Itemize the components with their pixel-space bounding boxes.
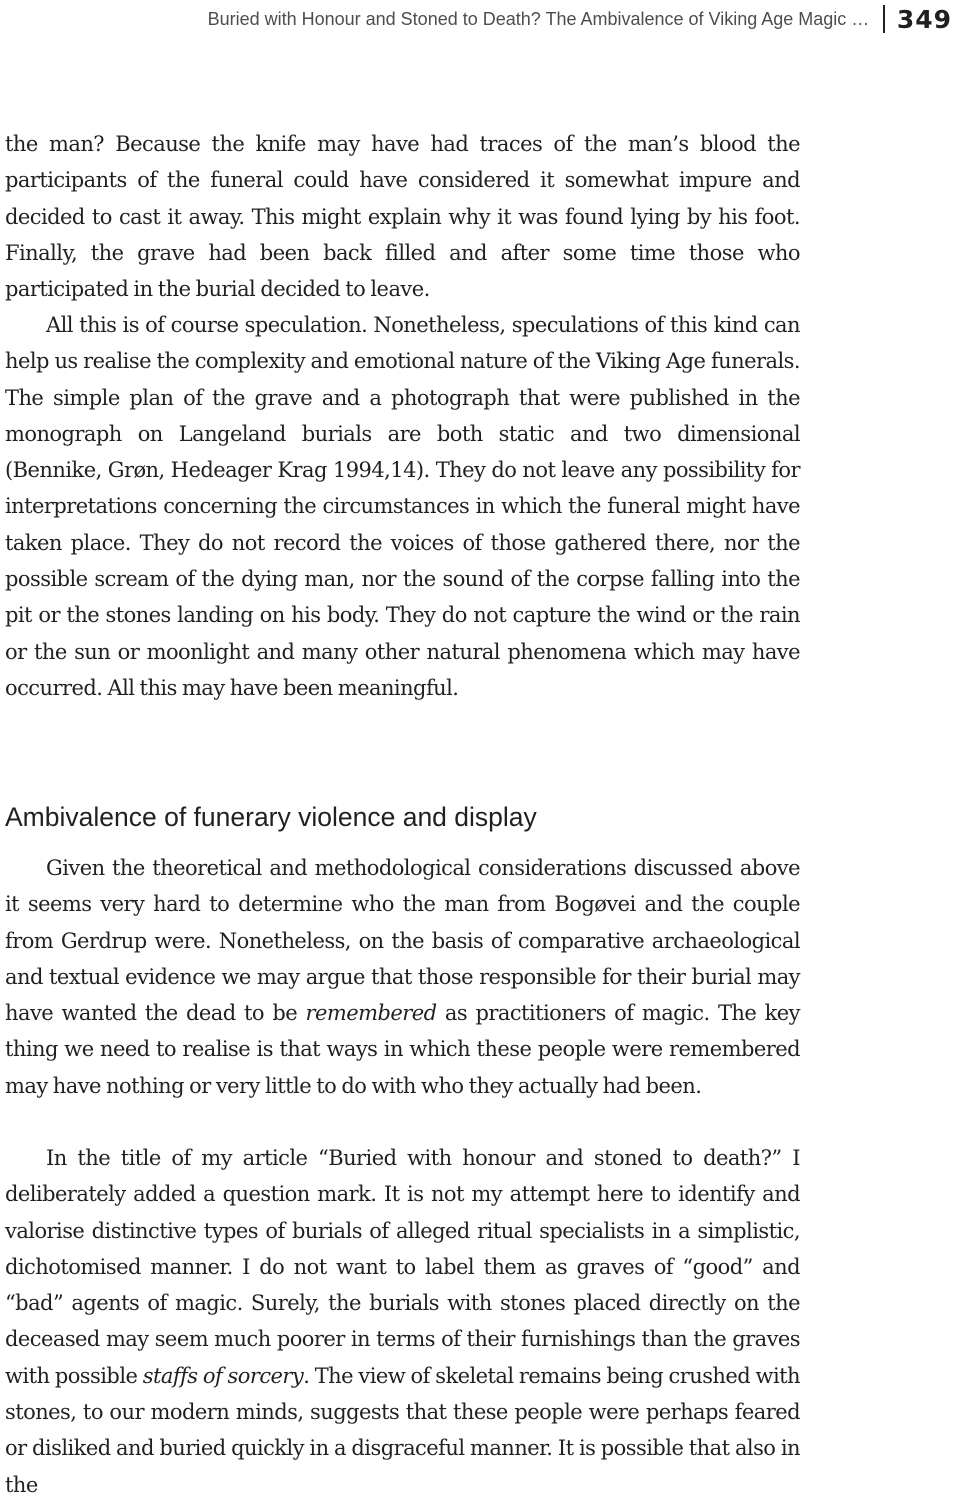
running-title: Buried with Honour and Stoned to Death? The Ambivalence of Viking Age Magic … xyxy=(207,8,870,29)
paragraph-text: In the title of my article “Buried with honour and stoned to death?” I deliberately added a question mark. It is not my attempt here to identify and valorise distinctive types of burials of alleged ritual specialists in a simplistic, dichotomised manner. I do not want to label them as graves of “good” and “bad” agents of magic. Surely, the burials with stones placed directly on the deceased may seem much poorer in terms of their furnishings than the graves with possible xyxy=(5,1146,800,1388)
paragraph-text: . The view of skeletal remains being crushed with stones, to our modern minds, suggests that these people were perhaps feared or disliked and buried quickly in a disgraceful manner. It is possible that also in the xyxy=(5,1363,800,1497)
paragraph-text: Given the theoretical and methodological considerations discussed above it seems very hard to determine who the man from Bogøvei and the couple from Gerdrup were. Nonetheless, on the basis of comparative archaeological and textual evidence we may argue that those responsible for their burial may have wanted the dead to be xyxy=(5,856,800,1026)
section-heading: Ambivalence of funerary violence and display xyxy=(5,802,537,832)
paragraph-speculation: All this is of course speculation. Nonetheless, speculations of this kind can help us realise the complexity and emotional nature of the Viking Age funerals. The simple plan of the grave and a photograph that were published in the monograph on Langeland burials are both static and two dimensional (Bennike, Grøn, Hedeager Krag 1994,14). They do not leave any possibility for interpretations concerning the circumstances in which the funeral might have taken place. They do not record the voices of those gathered there, nor the possible scream of the dying man, nor the sound of the corpse falling into the pit or the stones landing on his body. They do not capture the wind or the rain or the sun or moonlight and many other natural phenomena which may have occurred. All this may have been meaningful. xyxy=(5,313,800,700)
running-header xyxy=(208,2,952,36)
paragraph-text: as practitioners of magic. The key thing we need to realise is that ways in which these people were remembered may have nothing or very little to do with who they actually had been. xyxy=(5,1001,800,1098)
page-number: 349 xyxy=(896,4,952,34)
paragraph-continued: the man? Because the knife may have had traces of the man’s blood the participants of the funeral could have considered it somewhat impure and decided to cast it away. This might explain why it was found lying by his foot. Finally, the grave had been back filled and after some time those who participated in the burial decided to leave. xyxy=(5,132,800,302)
emphasis-staffs-of-sorcery: staffs of sorcery xyxy=(142,1363,304,1388)
paragraph-remembered xyxy=(5,850,800,1104)
emphasis-remembered: remembered xyxy=(305,1001,437,1026)
paragraph-question-mark xyxy=(5,1140,800,1503)
header-divider xyxy=(883,5,885,33)
